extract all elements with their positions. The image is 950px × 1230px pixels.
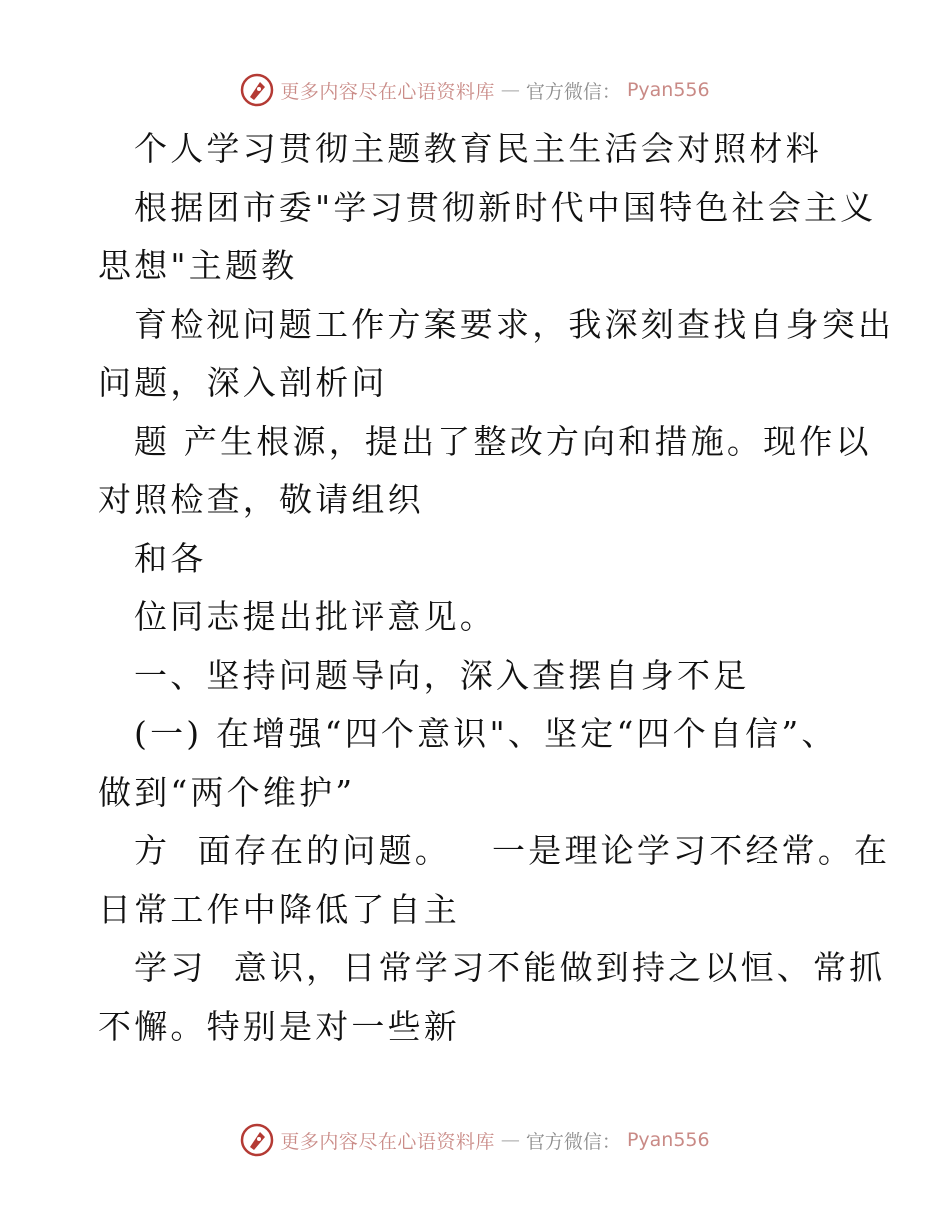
pen-nib-logo-icon: [240, 73, 274, 107]
watermark-wechat-id: Pyan556: [626, 1129, 710, 1151]
watermark-separator: —: [500, 79, 520, 101]
watermark-wechat-label: 官方微信：: [525, 80, 621, 103]
paragraph-line: 思想"主题教: [98, 246, 298, 285]
paragraph-line: 和各: [134, 538, 207, 578]
watermark-wechat-id: Pyan556: [626, 79, 710, 101]
document-title: 个人学习贯彻主题教育民主生活会对照材料: [134, 129, 822, 168]
paragraph-line: 育检视问题工作方案要求，我深刻查找自身突出: [134, 304, 895, 344]
subsection-heading: (一) 在增强“四个意识"、坚定“四个自信”、: [134, 714, 838, 753]
pen-nib-logo-icon: [240, 1123, 274, 1157]
paragraph-line: 不懈。特别是对一些新: [98, 1006, 460, 1046]
watermark-site-text: 更多内容尽在心语资料库: [280, 80, 495, 103]
paragraph-line: 问题，深入剖析问: [98, 363, 388, 402]
watermark-site-text: 更多内容尽在心语资料库: [280, 1130, 495, 1153]
paragraph-line: 学习 意识，日常学习不能做到持之以恒、常抓: [134, 948, 886, 987]
paragraph-line: 根据团市委"学习贯彻新时代中国特色社会主义: [134, 187, 877, 227]
paragraph-line: 日常工作中降低了自主: [98, 889, 460, 929]
paragraph-line: 题 产生根源，提出了整改方向和措施。现作以: [134, 421, 872, 461]
paragraph-line: 对照检查，敬请组织: [98, 480, 424, 519]
section-heading: 一、坚持问题导向，深入查摆自身不足: [134, 655, 750, 695]
paragraph-line: 位同志提出批评意见。: [134, 597, 496, 636]
watermark-wechat-label: 官方微信：: [525, 1130, 621, 1153]
document-body: [98, 120, 895, 1056]
watermark-separator: —: [500, 1129, 520, 1151]
header-watermark: [0, 70, 950, 110]
footer-watermark: [0, 1120, 950, 1160]
paragraph-line: 方 面存在的问题。 一是理论学习不经常。在: [134, 831, 891, 870]
paragraph-line: 做到“两个维护”: [98, 772, 356, 812]
